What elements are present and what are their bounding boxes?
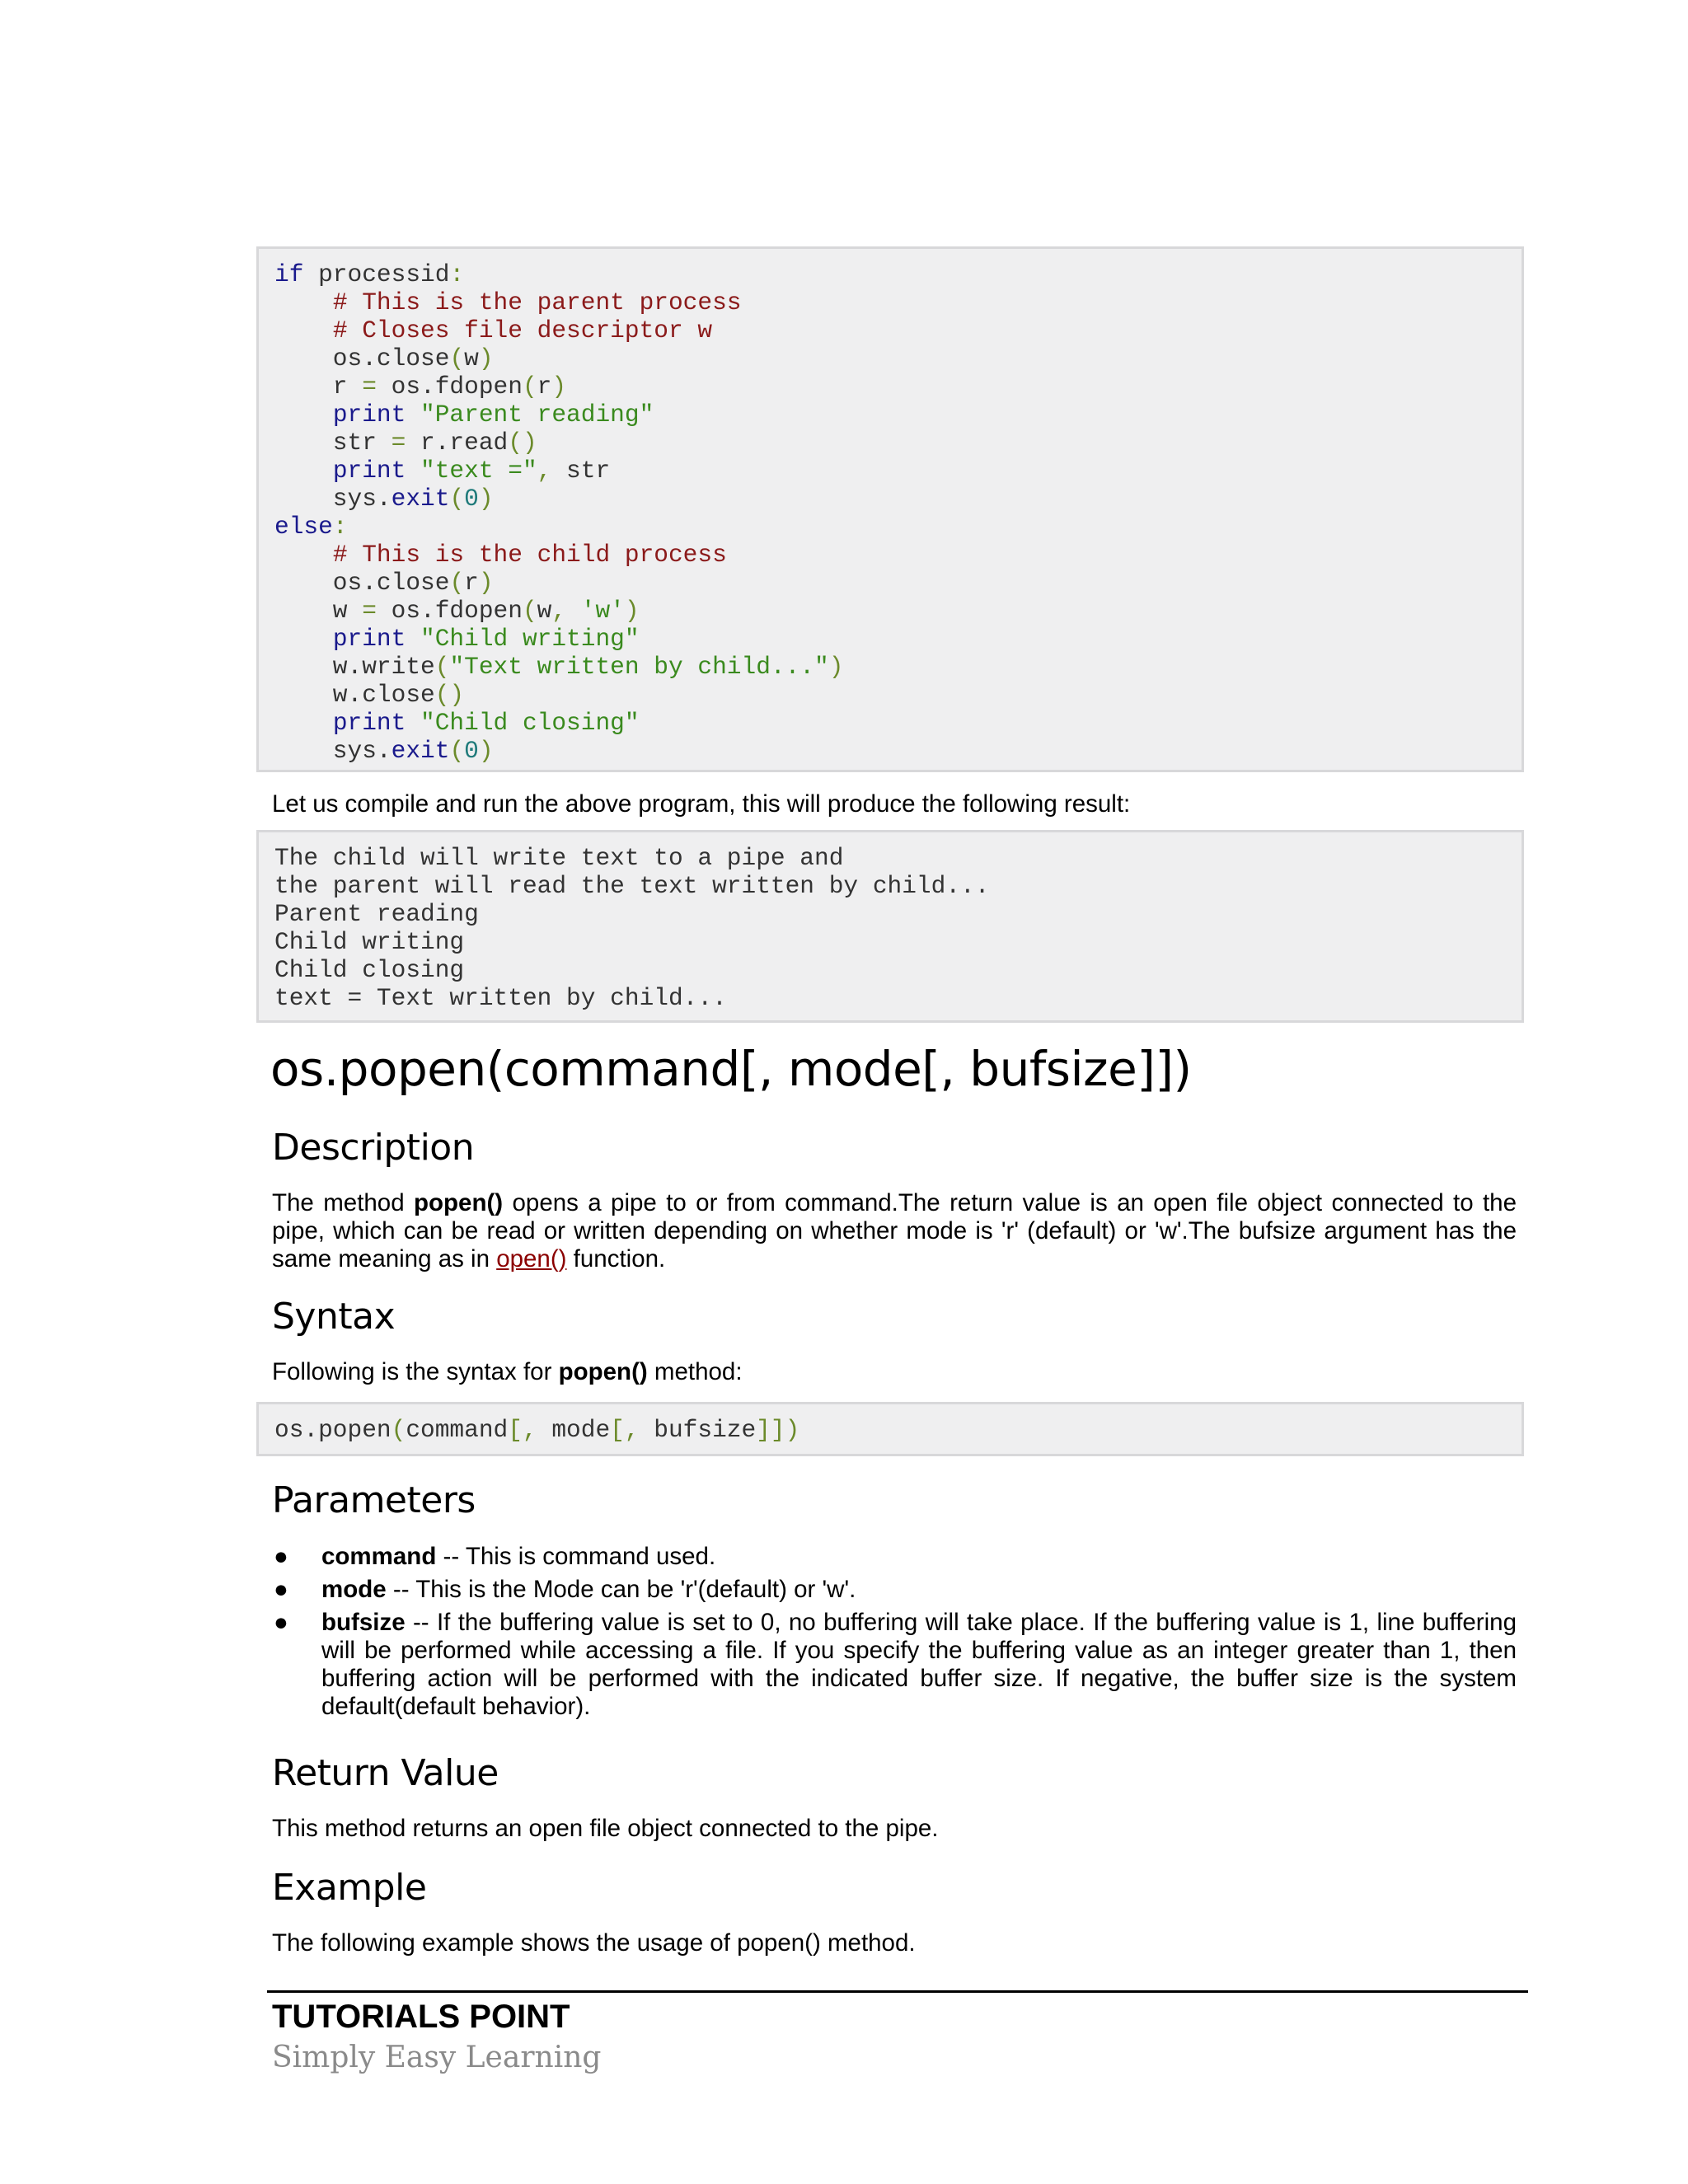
code-token: ) xyxy=(478,344,494,373)
code-line: Child writing xyxy=(274,928,465,956)
code-token xyxy=(274,541,333,569)
code-token: "text =" xyxy=(420,457,537,485)
code-token: [, xyxy=(508,1416,537,1444)
code-token xyxy=(274,709,333,737)
description-text-mid: opens a pipe to or from command.The return value is an open file object connected to the pipe, which can be read or written depending on whether mode is 'r' (default) or 'w'.The bufsize argument has the same meaning as in xyxy=(272,1189,1517,1272)
code-line xyxy=(274,625,1522,653)
code-line xyxy=(274,316,1522,344)
code-line xyxy=(274,401,1522,429)
list-item xyxy=(272,1543,1517,1571)
code-token xyxy=(406,401,420,429)
code-token: ) xyxy=(828,653,844,681)
param-name: bufsize xyxy=(321,1609,406,1636)
code-token xyxy=(406,625,420,653)
code-token: 0 xyxy=(464,737,479,765)
code-token: exit xyxy=(391,737,450,765)
code-token: ]]) xyxy=(756,1416,800,1444)
param-desc: -- This is the Mode can be 'r'(default) or 'w'. xyxy=(386,1576,856,1603)
code-token: , xyxy=(551,597,567,625)
code-line xyxy=(274,681,1522,709)
param-desc: -- This is command used. xyxy=(436,1543,716,1570)
code-line: the parent will read the text written by child... xyxy=(274,872,990,900)
code-line xyxy=(274,541,1522,569)
code-line xyxy=(274,1416,1522,1444)
code-token: exit xyxy=(391,485,450,513)
code-line xyxy=(274,709,1522,737)
code-line xyxy=(274,373,1522,401)
return-value-heading: Return Value xyxy=(272,1752,499,1794)
footer-brand: TUTORIALS POINT xyxy=(272,1999,570,2035)
code-line xyxy=(274,260,1522,288)
code-token: r xyxy=(537,373,552,401)
code-token: ) xyxy=(478,485,494,513)
parameters-list xyxy=(272,1543,1517,1726)
param-name: mode xyxy=(321,1576,387,1603)
code-block-output xyxy=(256,830,1524,1023)
description-text-post: function. xyxy=(566,1245,666,1272)
code-token: = xyxy=(362,597,377,625)
code-line xyxy=(274,344,1522,373)
code-token: ( xyxy=(522,373,537,401)
bullet-icon: ● xyxy=(274,1543,288,1570)
syntax-heading: Syntax xyxy=(272,1296,396,1338)
code-token xyxy=(274,401,333,429)
code-token: w xyxy=(464,344,479,373)
code-token: "Parent reading" xyxy=(420,401,654,429)
syntax-text-pre: Following is the syntax for xyxy=(272,1358,559,1385)
code-token: w.write xyxy=(274,653,435,681)
code-token: "Child writing" xyxy=(420,625,640,653)
code-line xyxy=(274,737,1522,765)
code-token: print xyxy=(332,625,406,653)
param-name: command xyxy=(321,1543,437,1570)
code-token: ( xyxy=(391,1416,406,1444)
code-line xyxy=(274,597,1522,625)
code-token xyxy=(274,316,333,344)
syntax-text-post: method: xyxy=(647,1358,743,1385)
code-line xyxy=(274,288,1522,316)
code-line: The child will write text to a pipe and xyxy=(274,844,844,872)
open-function-link[interactable]: open() xyxy=(496,1245,567,1272)
code-token: else xyxy=(274,513,333,541)
description-method-name: popen() xyxy=(413,1189,504,1216)
page-title: os.popen(command[, mode[, bufsize]]) xyxy=(270,1041,1192,1097)
list-item xyxy=(272,1609,1517,1721)
param-desc: -- If the buffering value is set to 0, no buffering will take place. If the buffering value is 1, line buffering will be performed while accessing a file. If you specify the buffering value as an integer greater than 1, then buffering action will be performed with the indicated buffer size. If negative, the buffer size is the system default(default behavior). xyxy=(321,1609,1517,1720)
code-token: bufsize xyxy=(639,1416,757,1444)
code-token: ( xyxy=(449,569,465,597)
code-token: str xyxy=(551,457,611,485)
code-token: = xyxy=(391,429,406,457)
list-item xyxy=(272,1576,1517,1604)
code-token: "Text written by child..." xyxy=(449,653,829,681)
code-token: "Child closing" xyxy=(420,709,640,737)
bullet-icon: ● xyxy=(274,1576,288,1603)
code-token xyxy=(274,288,333,316)
code-token: print xyxy=(332,401,406,429)
code-token: print xyxy=(332,457,406,485)
footer-divider xyxy=(267,1990,1528,1993)
code-token: processid xyxy=(303,260,450,288)
code-token xyxy=(406,709,420,737)
code-line: Child closing xyxy=(274,956,465,984)
code-token: os.popen xyxy=(274,1416,392,1444)
example-paragraph: The following example shows the usage of popen() method. xyxy=(272,1929,916,1957)
code-token: [, xyxy=(610,1416,640,1444)
code-token xyxy=(274,625,333,653)
code-token: 0 xyxy=(464,485,479,513)
syntax-method-name: popen() xyxy=(558,1358,648,1385)
code-token: ) xyxy=(624,597,640,625)
code-line xyxy=(274,513,1522,541)
code-token: : xyxy=(449,260,465,288)
code-token: if xyxy=(274,260,304,288)
code-token: # Closes file descriptor w xyxy=(332,316,713,344)
code-token: ) xyxy=(478,569,494,597)
code-token: mode xyxy=(537,1416,611,1444)
description-heading: Description xyxy=(272,1127,475,1169)
code-token: command xyxy=(406,1416,509,1444)
code-token: () xyxy=(434,681,465,709)
code-token: w xyxy=(537,597,552,625)
code-token xyxy=(566,597,581,625)
code-token xyxy=(406,457,420,485)
code-token: os.close xyxy=(274,344,450,373)
code-line xyxy=(274,429,1522,457)
code-token: os.fdopen xyxy=(376,597,523,625)
description-text-pre: The method xyxy=(272,1189,414,1216)
code-token: ( xyxy=(522,597,537,625)
code-line: text = Text written by child... xyxy=(274,984,727,1012)
code-line xyxy=(274,569,1522,597)
code-token: , xyxy=(537,457,552,485)
code-line xyxy=(274,485,1522,513)
code-token: ) xyxy=(478,737,494,765)
code-token: w.close xyxy=(274,681,435,709)
syntax-paragraph xyxy=(272,1358,1517,1386)
code-token: ) xyxy=(551,373,567,401)
code-line xyxy=(274,653,1522,681)
code-token: : xyxy=(332,513,348,541)
code-line xyxy=(274,457,1522,485)
code-token: ( xyxy=(449,485,465,513)
code-token: ( xyxy=(449,737,465,765)
code-token: # This is the parent process xyxy=(332,288,742,316)
code-token: r xyxy=(274,373,363,401)
intro-paragraph: Let us compile and run the above program, this will produce the following result: xyxy=(272,790,1131,818)
code-token: r xyxy=(464,569,479,597)
code-token: w xyxy=(274,597,363,625)
code-block-syntax xyxy=(256,1402,1524,1456)
example-heading: Example xyxy=(272,1867,427,1909)
code-token: = xyxy=(362,373,377,401)
description-paragraph xyxy=(272,1189,1517,1273)
code-token: () xyxy=(508,429,537,457)
code-token xyxy=(274,457,333,485)
code-line: Parent reading xyxy=(274,900,479,928)
code-token: ( xyxy=(449,344,465,373)
code-token: sys. xyxy=(274,737,392,765)
return-value-paragraph: This method returns an open file object connected to the pipe. xyxy=(272,1815,939,1842)
code-token: os.close xyxy=(274,569,450,597)
bullet-icon: ● xyxy=(274,1609,288,1636)
code-token: str xyxy=(274,429,392,457)
code-token: r.read xyxy=(406,429,509,457)
code-token: os.fdopen xyxy=(376,373,523,401)
code-token: 'w' xyxy=(580,597,625,625)
code-token: ( xyxy=(434,653,450,681)
parameters-heading: Parameters xyxy=(272,1479,476,1521)
code-token: print xyxy=(332,709,406,737)
code-token: sys. xyxy=(274,485,392,513)
code-block-parent-child xyxy=(256,246,1524,772)
footer-tagline: Simply Easy Learning xyxy=(272,2041,602,2074)
code-token: # This is the child process xyxy=(332,541,727,569)
